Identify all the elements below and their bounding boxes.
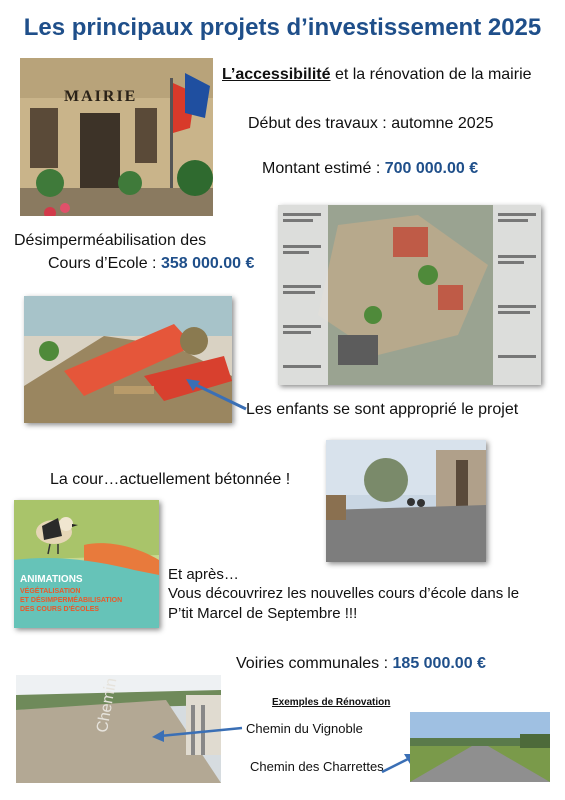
mairie-amount: 700 000.00 €: [384, 160, 479, 177]
chemin-charrettes-label: Chemin des Charrettes: [250, 759, 384, 774]
voiries-amount: 185 000.00 €: [392, 655, 486, 672]
animations-line2: ET DÉSIMPERMÉABILISATION: [20, 597, 123, 604]
mairie-start: Début des travaux : automne 2025: [248, 115, 494, 132]
mairie-sign: MAIRIE: [64, 88, 138, 105]
cours-amount: 358 000.00 €: [160, 255, 255, 272]
mairie-amount-line: [262, 160, 478, 178]
current-yard-photo: [326, 440, 486, 562]
examples-heading: Exemples de Rénovation: [272, 697, 391, 708]
children-caption: Les enfants se sont approprié le projet: [246, 401, 519, 418]
chemin-charrettes-photo: [410, 712, 550, 782]
voiries-label: Voiries communales :: [236, 655, 393, 672]
mairie-heading-rest: et la rénovation de la mairie: [330, 66, 532, 83]
mairie-photo: [20, 58, 213, 216]
animations-poster: [14, 500, 159, 628]
mairie-amount-label: Montant estimé :: [262, 160, 385, 177]
schoolyard-plan-image: [278, 205, 541, 385]
discover-line2: P’tit Marcel de Septembre !!!: [168, 605, 358, 622]
current-yard-caption: La cour…actuellement bétonnée !: [50, 471, 291, 488]
mairie-heading-bold: L’accessibilité: [222, 66, 331, 83]
page-title: Les principaux projets d’investissement 2025: [23, 14, 542, 41]
cours-amount-label: Cours d’Ecole :: [48, 255, 161, 272]
voiries-line: [236, 655, 486, 673]
discover-line1: Vous découvrirez les nouvelles cours d’école dans le: [168, 585, 520, 602]
cours-line1: Désimperméabilisation des: [14, 232, 207, 249]
children-arrow: [180, 375, 250, 415]
chemin-vignoble-arrow: [148, 722, 244, 742]
chemin-vignoble-label: Chemin du Vignoble: [246, 721, 363, 736]
animations-title: ANIMATIONS: [20, 574, 83, 585]
animations-line1: VÉGÉTALISATION: [20, 588, 81, 595]
after-text: Et après…: [168, 566, 239, 583]
animations-line3: DES COURS D'ÉCOLES: [20, 606, 100, 613]
road-sign-text: Chemin: [94, 676, 121, 734]
cours-amount-line: [48, 255, 254, 273]
mairie-heading: [222, 66, 532, 84]
